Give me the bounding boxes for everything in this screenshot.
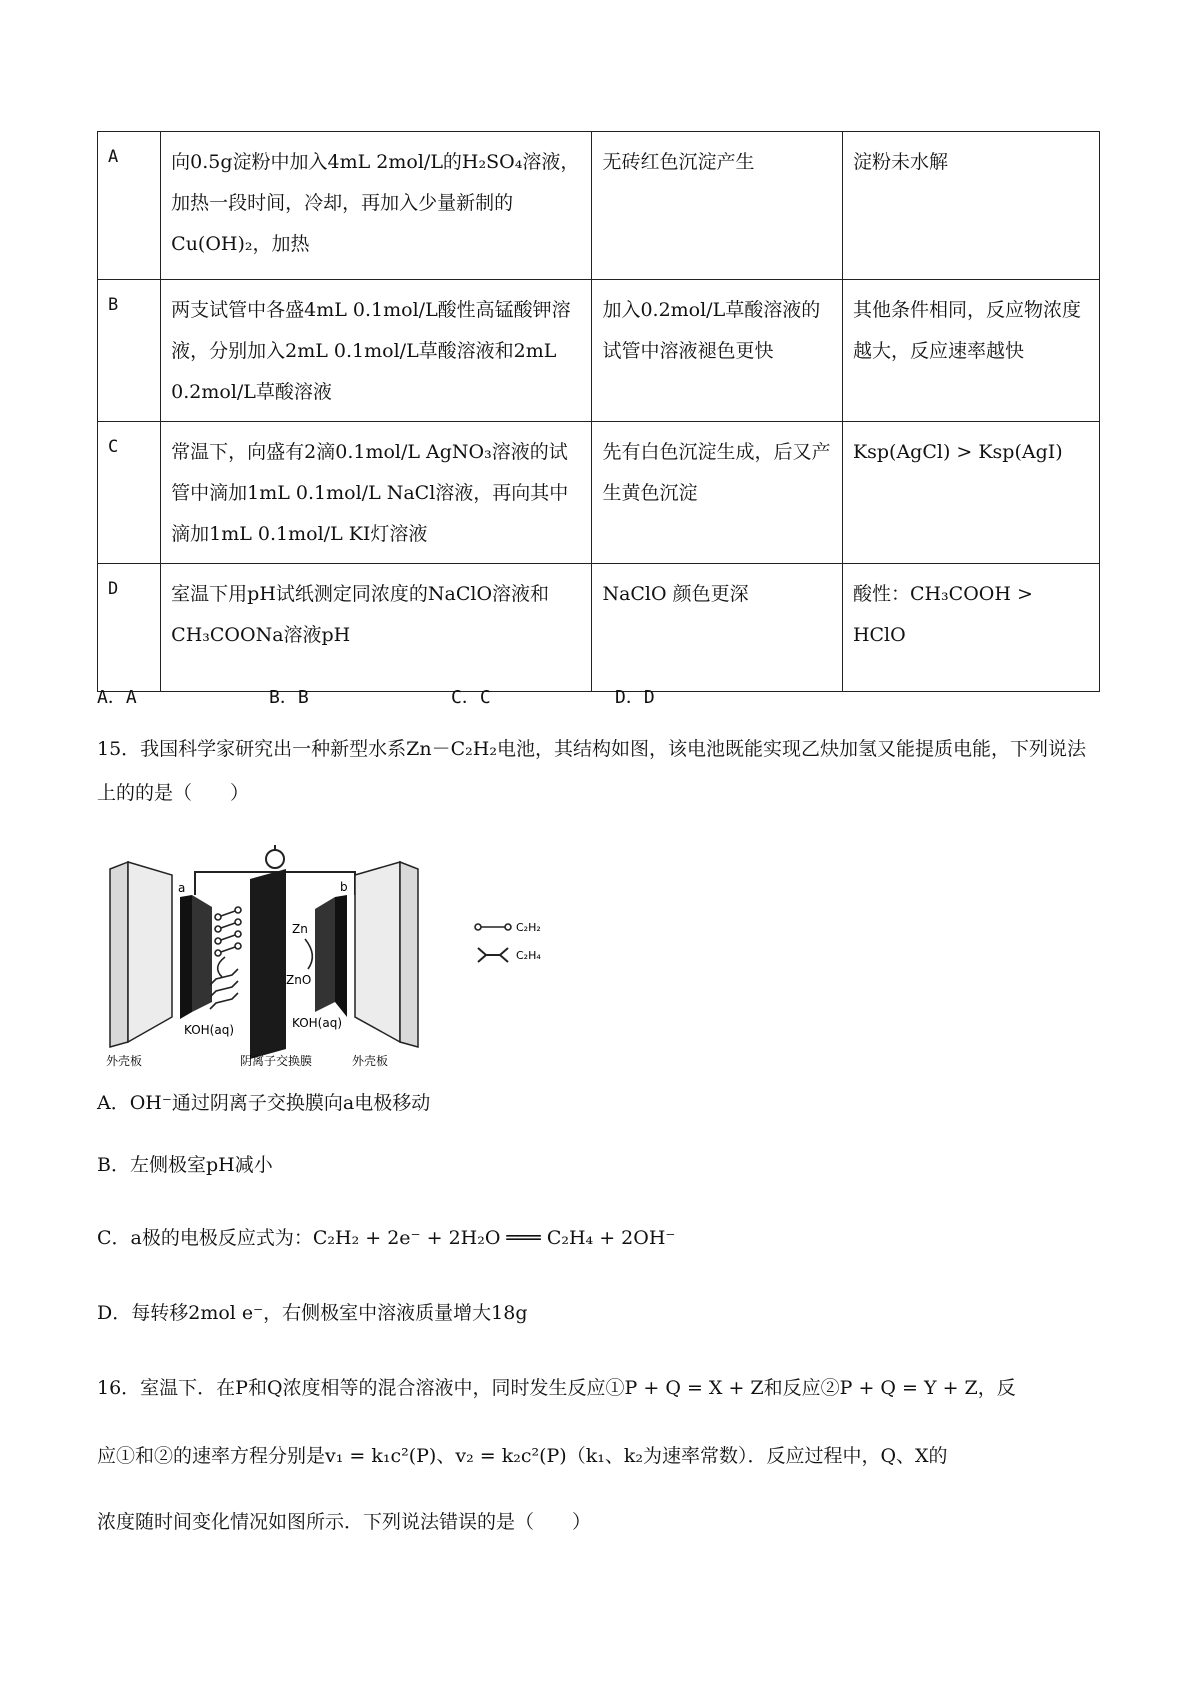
table-row — [98, 422, 1100, 564]
row-phenomenon: 加入0.2mol/L草酸溶液的试管中溶液褪色更快 — [592, 280, 843, 422]
q14-option-b[interactable]: B．B — [269, 687, 309, 708]
c2h2-molecules — [215, 907, 241, 956]
row-phenomenon: NaClO 颜色更深 — [592, 564, 843, 692]
row-conclusion: Ksp(AgCl) > Ksp(AgI) — [842, 422, 1099, 564]
row-label: B — [98, 280, 161, 422]
label-zno: ZnO — [286, 973, 312, 987]
q14-option-d[interactable]: D．D — [615, 687, 655, 708]
q14-option-c[interactable]: C．C — [451, 687, 491, 708]
row-phenomenon: 先有白色沉淀生成，后又产生黄色沉淀 — [592, 422, 843, 564]
q15-option-b[interactable]: B．左侧极室pH减小 — [97, 1154, 273, 1176]
table-row — [98, 564, 1100, 692]
left-shell-plate — [110, 862, 172, 1047]
row-operation: 两支试管中各盛4mL 0.1mol/L酸性高锰酸钾溶液，分别加入2mL 0.1mol/L草酸溶液和2mL 0.2mol/L草酸溶液 — [161, 280, 592, 422]
q15-option-c[interactable]: C．a极的电极反应式为：C₂H₂ + 2e⁻ + 2H₂O ═══ C₂H₄ + 2OH⁻ — [97, 1227, 676, 1249]
experiment-table — [97, 131, 1100, 692]
q16-line-2: 应①和②的速率方程分别是v₁ = k₁c²(P)、v₂ = k₂c²(P)（k₁、k₂为速率常数）．反应过程中，Q、X的 — [97, 1445, 948, 1467]
q15-option-a[interactable]: A．OH⁻通过阴离子交换膜向a电极移动 — [97, 1092, 431, 1114]
figure-legend — [475, 921, 541, 962]
right-shell-plate — [355, 862, 418, 1047]
anion-exchange-membrane — [250, 869, 286, 1059]
q16-line-1: 16．室温下．在P和Q浓度相等的混合溶液中，同时发生反应①P + Q = X + Z和反应②P + Q = Y + Z，反 — [97, 1377, 1016, 1399]
row-conclusion: 酸性：CH₃COOH > HClO — [842, 564, 1099, 692]
label-membrane: 阴离子交换膜 — [240, 1054, 313, 1067]
electrode-a — [180, 895, 192, 1019]
label-shell-right: 外壳板 — [352, 1054, 389, 1067]
row-label: C — [98, 422, 161, 564]
row-conclusion: 淀粉未水解 — [842, 132, 1099, 280]
label-shell-left: 外壳板 — [106, 1054, 143, 1067]
bulb-icon — [266, 850, 284, 868]
label-koh-left: KOH(aq) — [184, 1023, 235, 1037]
legend-c2h2: C₂H₂ — [516, 921, 541, 934]
row-phenomenon: 无砖红色沉淀产生 — [592, 132, 843, 280]
q15-option-d[interactable]: D．每转移2mol e⁻，右侧极室中溶液质量增大18g — [97, 1302, 528, 1324]
label-a: a — [178, 881, 186, 895]
row-operation: 室温下用pH试纸测定同浓度的NaClO溶液和CH₃COONa溶液pH — [161, 564, 592, 692]
q15-stem: 15．我国科学家研究出一种新型水系Zn－C₂H₂电池，其结构如图，该电池既能实现乙炔加氢又能提质电能，下列说法上的的是（ ） — [97, 738, 1086, 804]
table-row — [98, 280, 1100, 422]
label-koh-right: KOH(aq) — [292, 1016, 343, 1030]
q14-option-a[interactable]: A．A — [97, 687, 137, 708]
row-label: D — [98, 564, 161, 692]
label-b: b — [340, 880, 348, 894]
row-label: A — [98, 132, 161, 280]
row-operation: 常温下，向盛有2滴0.1mol/L AgNO₃溶液的试管中滴加1mL 0.1mol/L NaCl溶液，再向其中滴加1mL 0.1mol/L KI灯溶液 — [161, 422, 592, 564]
battery-diagram — [100, 817, 570, 1067]
row-conclusion: 其他条件相同，反应物浓度越大，反应速率越快 — [842, 280, 1099, 422]
table-row — [98, 132, 1100, 280]
c2h4-molecules — [210, 969, 238, 1009]
row-operation: 向0.5g淀粉中加入4mL 2mol/L的H₂SO₄溶液，加热一段时间，冷却，再加入少量新制的Cu(OH)₂，加热 — [161, 132, 592, 280]
legend-c2h4: C₂H₄ — [516, 949, 541, 962]
q14-options — [97, 683, 655, 709]
q16-line-3: 浓度随时间变化情况如图所示．下列说法错误的是（ ） — [97, 1511, 592, 1533]
label-zn: Zn — [292, 922, 308, 936]
electrode-b — [315, 897, 335, 1012]
